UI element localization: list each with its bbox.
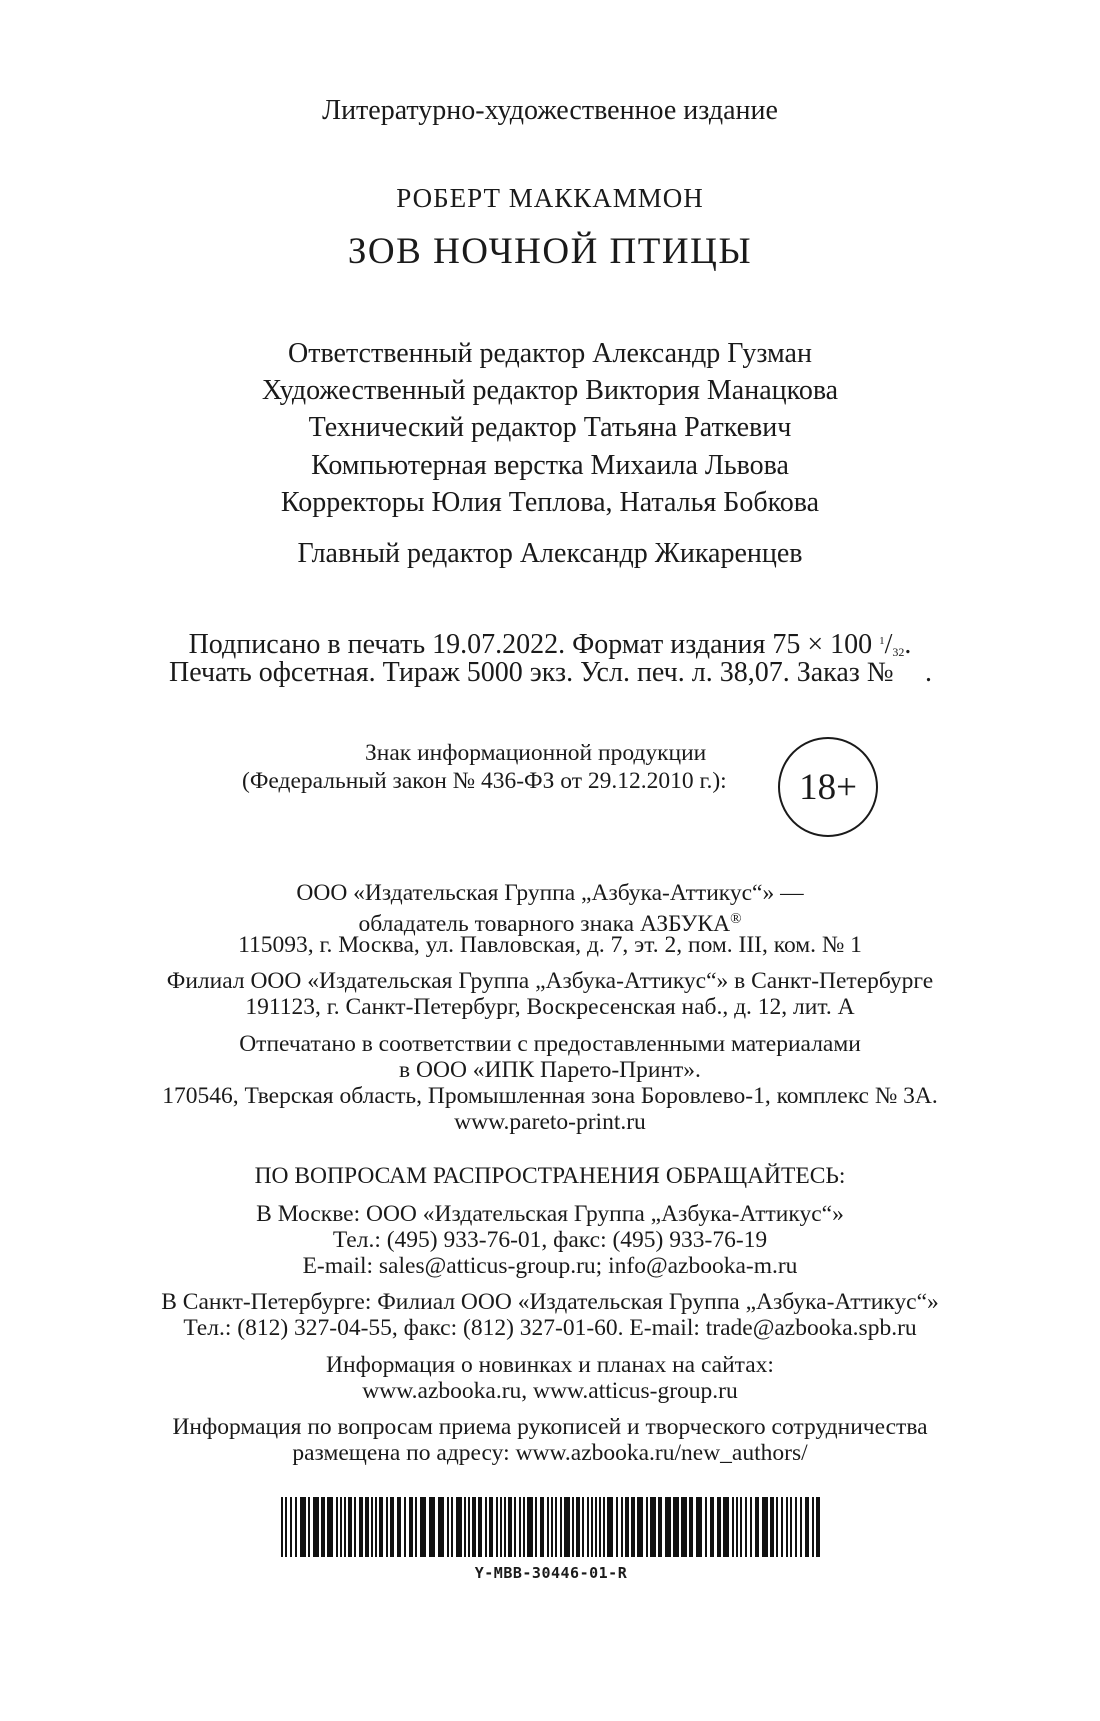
barcode-bar xyxy=(313,1497,319,1557)
barcode xyxy=(281,1497,821,1557)
barcode-bar xyxy=(371,1497,373,1557)
barcode-bar xyxy=(535,1497,537,1557)
barcode-bar xyxy=(348,1497,352,1557)
edition-type: Литературно-художественное издание xyxy=(322,95,778,126)
publisher-line: обладатель товарного знака АЗБУКА® xyxy=(358,911,742,937)
barcode-bar xyxy=(397,1497,401,1557)
barcode-bar xyxy=(496,1497,498,1557)
spb-contact: В Санкт-Петербурге: Филиал ООО «Издательская Группа „Азбука-Аттикус“» xyxy=(161,1289,939,1315)
barcode-bar xyxy=(781,1497,783,1557)
barcode-bar xyxy=(776,1497,778,1557)
barcode-bar xyxy=(665,1497,671,1557)
news-websites: www.azbooka.ru, www.atticus-group.ru xyxy=(362,1378,738,1404)
barcode-bar xyxy=(795,1497,797,1557)
printer-website: www.pareto-print.ru xyxy=(454,1109,646,1135)
barcode-bar xyxy=(770,1497,774,1557)
barcode-bar xyxy=(429,1497,435,1557)
printer-line: в ООО «ИПК Парето-Принт». xyxy=(399,1057,701,1083)
barcode-bar xyxy=(572,1497,574,1557)
barcode-bar xyxy=(379,1497,383,1557)
barcode-bar xyxy=(658,1497,662,1557)
barcode-bar xyxy=(564,1497,570,1557)
barcode-bar xyxy=(508,1497,512,1557)
barcode-bar xyxy=(750,1497,752,1557)
barcode-bar xyxy=(551,1497,553,1557)
barcode-bar xyxy=(489,1497,493,1557)
barcode-bar xyxy=(710,1497,714,1557)
barcode-bar xyxy=(812,1497,814,1557)
barcode-bar xyxy=(464,1497,466,1557)
barcode-bar xyxy=(504,1497,506,1557)
barcode-bar xyxy=(705,1497,707,1557)
barcode-bar xyxy=(696,1497,702,1557)
moscow-phones: Тел.: (495) 933-76-01, факс: (495) 933-76-19 xyxy=(332,1227,768,1253)
barcode-bar xyxy=(519,1497,521,1557)
barcode-bar xyxy=(300,1497,306,1557)
barcode-bar xyxy=(438,1497,444,1557)
age-rating-label: Знак информационной продукции xyxy=(365,740,707,766)
book-title: ЗОВ НОЧНОЙ ПТИЦЫ xyxy=(347,231,753,272)
barcode-bar xyxy=(790,1497,792,1557)
barcode-bar xyxy=(603,1497,605,1557)
barcode-bar xyxy=(415,1497,417,1557)
barcode-bar xyxy=(500,1497,502,1557)
barcode-bar xyxy=(290,1497,292,1557)
barcode-bar xyxy=(805,1497,809,1557)
barcode-bar xyxy=(637,1497,643,1557)
barcode-bar xyxy=(472,1497,476,1557)
barcode-bar xyxy=(800,1497,802,1557)
barcode-bar xyxy=(689,1497,693,1557)
barcode-bar xyxy=(523,1497,525,1557)
print-info-line2-end: . xyxy=(925,657,932,688)
barcode-bar xyxy=(340,1497,342,1557)
credit-line: Ответственный редактор Александр Гузман xyxy=(288,338,812,369)
barcode-bar xyxy=(375,1497,377,1557)
barcode-bar xyxy=(327,1497,333,1557)
credit-line: Технический редактор Татьяна Раткевич xyxy=(308,412,792,443)
distribution-heading: ПО ВОПРОСАМ РАСПРОСТРАНЕНИЯ ОБРАЩАЙТЕСЬ: xyxy=(254,1163,846,1189)
barcode-bar xyxy=(451,1497,453,1557)
barcode-bar xyxy=(732,1497,734,1557)
barcode-bar xyxy=(281,1497,283,1557)
age-rating-law: (Федеральный закон № 436-ФЗ от 29.12.2010 г.): xyxy=(242,768,727,794)
publisher-address: 115093, г. Москва, ул. Павловская, д. 7, эт. 2, пом. III, ком. № 1 xyxy=(238,932,862,958)
barcode-bar xyxy=(745,1497,747,1557)
barcode-bar xyxy=(591,1497,593,1557)
spb-phones-email: Тел.: (812) 327-04-55, факс: (812) 327-01-60. E-mail: trade@azbooka.spb.ru xyxy=(183,1315,917,1341)
manuscripts-info: Информация по вопросам приема рукописей и творческого сотрудничества xyxy=(172,1414,928,1440)
barcode-bar xyxy=(576,1497,580,1557)
barcode-bar xyxy=(631,1497,635,1557)
barcode-bar xyxy=(344,1497,346,1557)
barcode-bar xyxy=(595,1497,597,1557)
barcode-bar xyxy=(740,1497,742,1557)
barcode-bar xyxy=(354,1497,356,1557)
barcode-bar xyxy=(736,1497,738,1557)
barcode-bar xyxy=(607,1497,613,1557)
barcode-bar xyxy=(527,1497,533,1557)
barcode-bar xyxy=(786,1497,788,1557)
credit-line: Корректоры Юлия Теплова, Наталья Бобкова xyxy=(280,487,820,518)
branch-line: Филиал ООО «Издательская Группа „Азбука-Аттикус“» в Санкт-Петербурге xyxy=(166,968,934,994)
barcode-bar xyxy=(285,1497,287,1557)
barcode-bar xyxy=(390,1497,394,1557)
credit-line: Художественный редактор Виктория Манацкова xyxy=(261,375,839,406)
barcode-bar xyxy=(321,1497,325,1557)
barcode-bar xyxy=(621,1497,623,1557)
chief-editor: Главный редактор Александр Жикаренцев xyxy=(297,538,803,569)
author-name: РОБЕРТ МАККАММОН xyxy=(396,183,704,213)
barcode-bar xyxy=(717,1497,721,1557)
barcode-bar xyxy=(547,1497,549,1557)
printer-line: Отпечатано в соответствии с предоставленными материалами xyxy=(239,1031,861,1057)
barcode-bar xyxy=(359,1497,363,1557)
publisher-line: ООО «Издательская Группа „Азбука-Аттикус“» — xyxy=(296,880,804,906)
barcode-bar xyxy=(420,1497,426,1557)
barcode-bar xyxy=(409,1497,413,1557)
barcode-bar xyxy=(650,1497,656,1557)
barcode-code: Y-MBB-30446-01-R xyxy=(474,1564,628,1582)
barcode-bar xyxy=(514,1497,516,1557)
print-info-line2: Печать офсетная. Тираж 5000 экз. Усл. печ. л. 38,07. Заказ № xyxy=(169,657,894,688)
barcode-bar xyxy=(582,1497,584,1557)
barcode-bar xyxy=(336,1497,338,1557)
branch-address: 191123, г. Санкт-Петербург, Воскресенская наб., д. 12, лит. А xyxy=(245,994,855,1020)
barcode-bar xyxy=(295,1497,297,1557)
barcode-bar xyxy=(625,1497,629,1557)
news-info: Информация о новинках и планах на сайтах: xyxy=(326,1352,774,1378)
barcode-bar xyxy=(404,1497,406,1557)
barcode-bar xyxy=(816,1497,820,1557)
barcode-bar xyxy=(468,1497,470,1557)
barcode-bar xyxy=(616,1497,618,1557)
barcode-bar xyxy=(447,1497,449,1557)
age-rating-badge: 18+ xyxy=(778,737,878,837)
moscow-contact: В Москве: ООО «Издательская Группа „Азбука-Аттикус“» xyxy=(256,1201,844,1227)
barcode-bar xyxy=(681,1497,687,1557)
barcode-bar xyxy=(555,1497,557,1557)
barcode-bar xyxy=(755,1497,759,1557)
barcode-bar xyxy=(646,1497,648,1557)
moscow-email: E-mail: sales@atticus-group.ru; info@azbooka-m.ru xyxy=(302,1253,798,1279)
barcode-bar xyxy=(308,1497,310,1557)
barcode-bar xyxy=(456,1497,462,1557)
barcode-bar xyxy=(478,1497,482,1557)
barcode-bar xyxy=(587,1497,589,1557)
barcode-bar xyxy=(386,1497,388,1557)
barcode-bar xyxy=(599,1497,601,1557)
barcode-bar xyxy=(540,1497,544,1557)
registered-mark: ® xyxy=(730,911,742,927)
printer-address: 170546, Тверская область, Промышленная зона Боровлево-1, комплекс № 3А. xyxy=(162,1083,938,1109)
manuscripts-address: размещена по адресу: www.azbooka.ru/new_authors/ xyxy=(292,1440,808,1466)
print-info-line1: Подписано в печать 19.07.2022. Формат издания 75 × 100 $^1/_{32}$. xyxy=(188,629,912,660)
barcode-bar xyxy=(723,1497,729,1557)
barcode-bar xyxy=(485,1497,487,1557)
barcode-bar xyxy=(365,1497,369,1557)
credit-line: Компьютерная верстка Михаила Львова xyxy=(311,450,789,481)
barcode-bar xyxy=(560,1497,562,1557)
barcode-bar xyxy=(673,1497,679,1557)
barcode-bar xyxy=(762,1497,768,1557)
